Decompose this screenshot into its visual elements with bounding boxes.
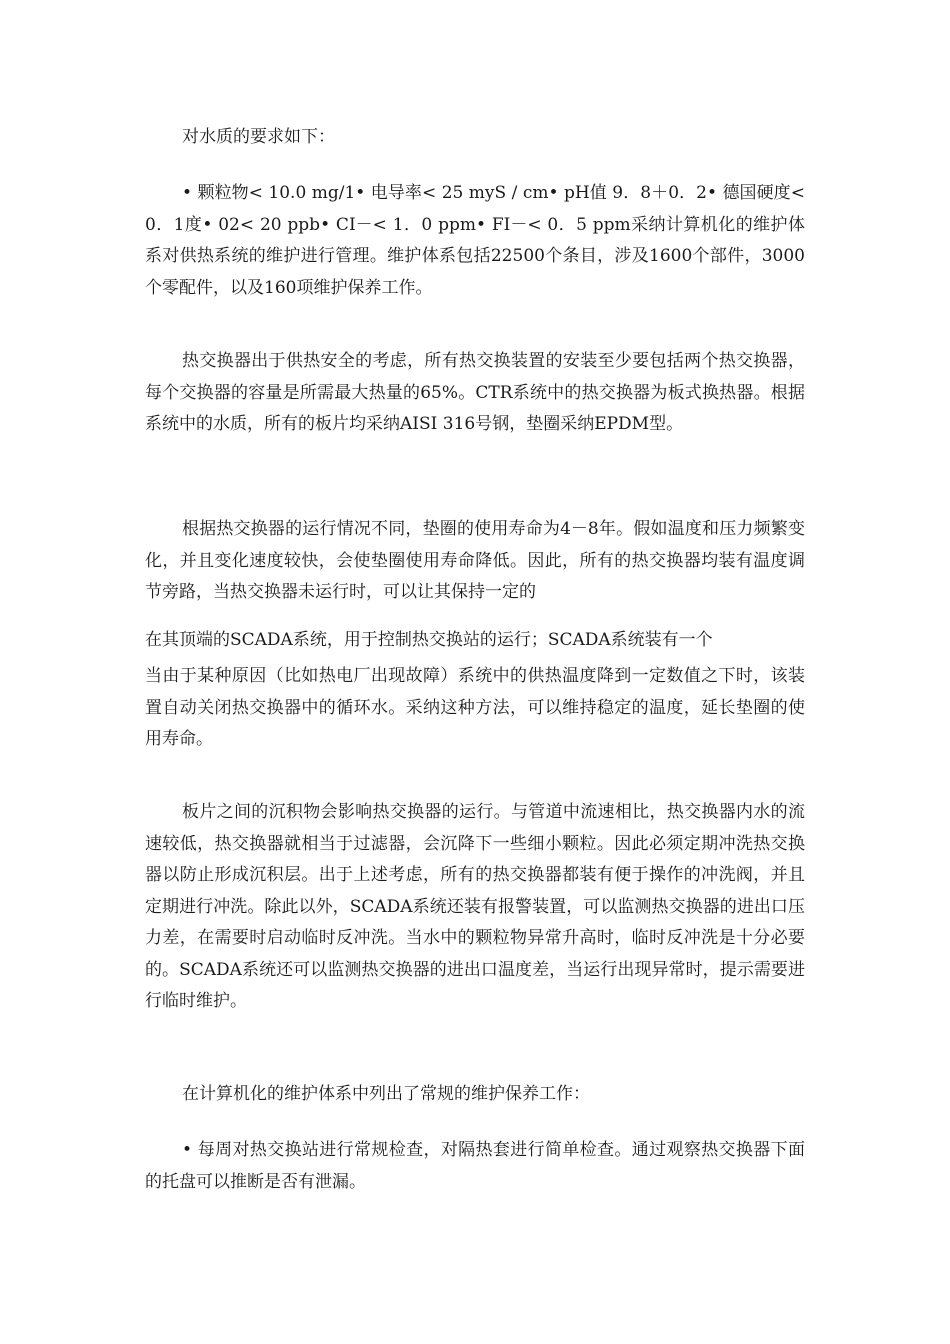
water-quality-heading: 对水质的要求如下：	[182, 127, 335, 147]
scada-clipped-line: 在其顶端的SCADA系统，用于控制热交换站的运行；SCADA系统装有一个	[145, 630, 713, 650]
deposits-paragraph: 板片之间的沉积物会影响热交换器的运行。与管道中流速相比，热交换器内水的流速较低，热交换器就相当于过滤器，会沉降下一些细小颗粒。因此必须定期冲洗热交换器以防止形成沉积层。出于上述考虑，所有的热交换器都装有便于操作的冲洗阀，并且定期进行冲洗。除此以外，SCADA系统还装有报警装置，可以监测热交换器的进出口压力差，在需要时启动临时反冲洗。当水中的颗粒物异常升高时，临时反冲洗是十分必要的。SCADA系统还可以监测热交换器的进出口温度差，当运行出现异常时，提示需要进行临时维护。	[145, 802, 805, 1011]
weekly-inspection-item: • 每周对热交换站进行常规检查，对隔热套进行简单检查。通过观察热交换器下面的托盘可以推断是否有泄漏。	[145, 1140, 805, 1192]
water-quality-requirements-paragraph: • 颗粒物< 10.0 mg/1• 电导率< 25 myS / cm• pH值 9．8＋0．2• 德国硬度< 0．1度• 02< 20 ppb• CI－< 1．0 ppm• FI－< 0．5 ppm采纳计算机化的维护体系对供热系统的维护进行管理。维护体系包括22500个条目，涉及1600个部件，3000个零配件，以及160项维护保养工作。	[145, 183, 805, 298]
gasket-lifetime-paragraph: 根据热交换器的运行情况不同，垫圈的使用寿命为4－8年。假如温度和压力频繁变化，并且变化速度较快，会使垫圈使用寿命降低。因此，所有的热交换器均装有温度调节旁路，当热交换器未运行时，可以让其保持一定的	[145, 519, 805, 602]
maintenance-heading: 在计算机化的维护体系中列出了常规的维护保养工作：	[182, 1084, 590, 1104]
heat-exchanger-paragraph: 热交换器出于供热安全的考虑，所有热交换装置的安装至少要包括两个热交换器，每个交换器的容量是所需最大热量的65%。CTR系统中的热交换器为板式换热器。根据系统中的水质，所有的板片均采纳AISI 316号钢，垫圈采纳EPDM型。	[145, 351, 805, 434]
temperature-drop-paragraph: 当由于某种原因（比如热电厂出现故障）系统中的供热温度降到一定数值之下时，该装置自动关闭热交换器中的循环水。采纳这种方法，可以维持稳定的温度，延长垫圈的使用寿命。	[145, 666, 805, 749]
